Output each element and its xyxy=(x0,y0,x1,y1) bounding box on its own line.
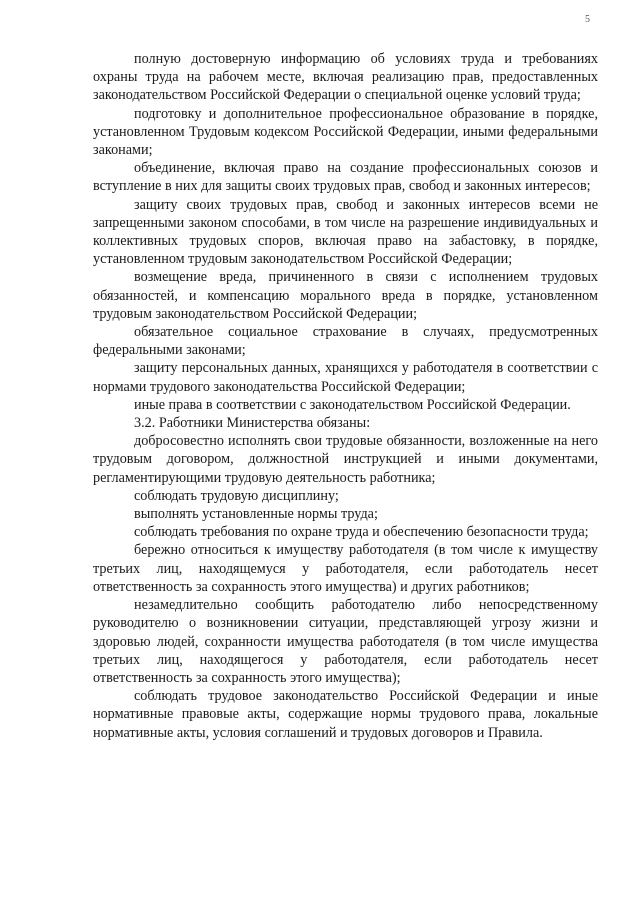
paragraph: соблюдать трудовое законодательство Российской Федерации и иные нормативные правовые акты, содержащие нормы трудового права, локальные нормативные акты, условия соглашений и трудовых договоров и Правила. xyxy=(93,688,598,741)
paragraph: защиту своих трудовых прав, свобод и законных интересов всеми не запрещенными законом способами, в том числе на разрешение индивидуальных и коллективных трудовых споров, включая право на забастовку, в порядке, установленном трудовым законодательством Российской Федерации; xyxy=(93,196,598,268)
paragraph: обязательное социальное страхование в случаях, предусмотренных федеральными законами; xyxy=(93,324,598,359)
section-heading: 3.2. Работники Министерства обязаны: xyxy=(134,415,371,432)
paragraph: возмещение вреда, причиненного в связи с исполнением трудовых обязанностей, и компенсацию морального вреда в порядке, установленном трудовым законодательством Российской Федерации; xyxy=(93,269,598,322)
page-number: 5 xyxy=(585,14,590,25)
paragraph: добросовестно исполнять свои трудовые обязанности, возложенные на него трудовым договором, должностной инструкцией и иными документами, регламентирующими трудовую деятельность работника; xyxy=(93,433,598,486)
paragraph: полную достоверную информацию об условиях труда и требованиях охраны труда на рабочем месте, включая реализацию прав, предоставленных законодательством Российской Федерации о специальной оценке условий труда; xyxy=(93,51,598,104)
paragraph: соблюдать трудовую дисциплину; xyxy=(134,487,339,504)
paragraph: подготовку и дополнительное профессиональное образование в порядке, установленном Трудовым кодексом Российской Федерации, иными федеральными законами; xyxy=(93,105,598,159)
document-body xyxy=(93,50,598,742)
paragraph: выполнять установленные нормы труда; xyxy=(134,506,378,523)
paragraph: объединение, включая право на создание профессиональных союзов и вступление в них для защиты своих трудовых прав, свобод и законных интересов; xyxy=(93,160,598,195)
paragraph: иные права в соответствии с законодательством Российской Федерации. xyxy=(134,396,571,413)
paragraph: бережно относиться к имуществу работодателя (в том числе к имуществу третьих лиц, находящемуся у работодателя, если работодатель несет ответственность за сохранность этого имущества) и других работников; xyxy=(93,542,598,595)
paragraph: защиту персональных данных, хранящихся у работодателя в соответствии с нормами трудового законодательства Российской Федерации; xyxy=(93,360,598,395)
paragraph: незамедлительно сообщить работодателю либо непосредственному руководителю о возникновении ситуации, представляющей угрозу жизни и здоровью людей, сохранности имущества работодателя (в том числе имущества третьих лиц, находящегося у работодателя, если работодатель несет ответственность за сохранность этого имущества); xyxy=(93,597,598,686)
paragraph: соблюдать требования по охране труда и обеспечению безопасности труда; xyxy=(134,524,589,541)
